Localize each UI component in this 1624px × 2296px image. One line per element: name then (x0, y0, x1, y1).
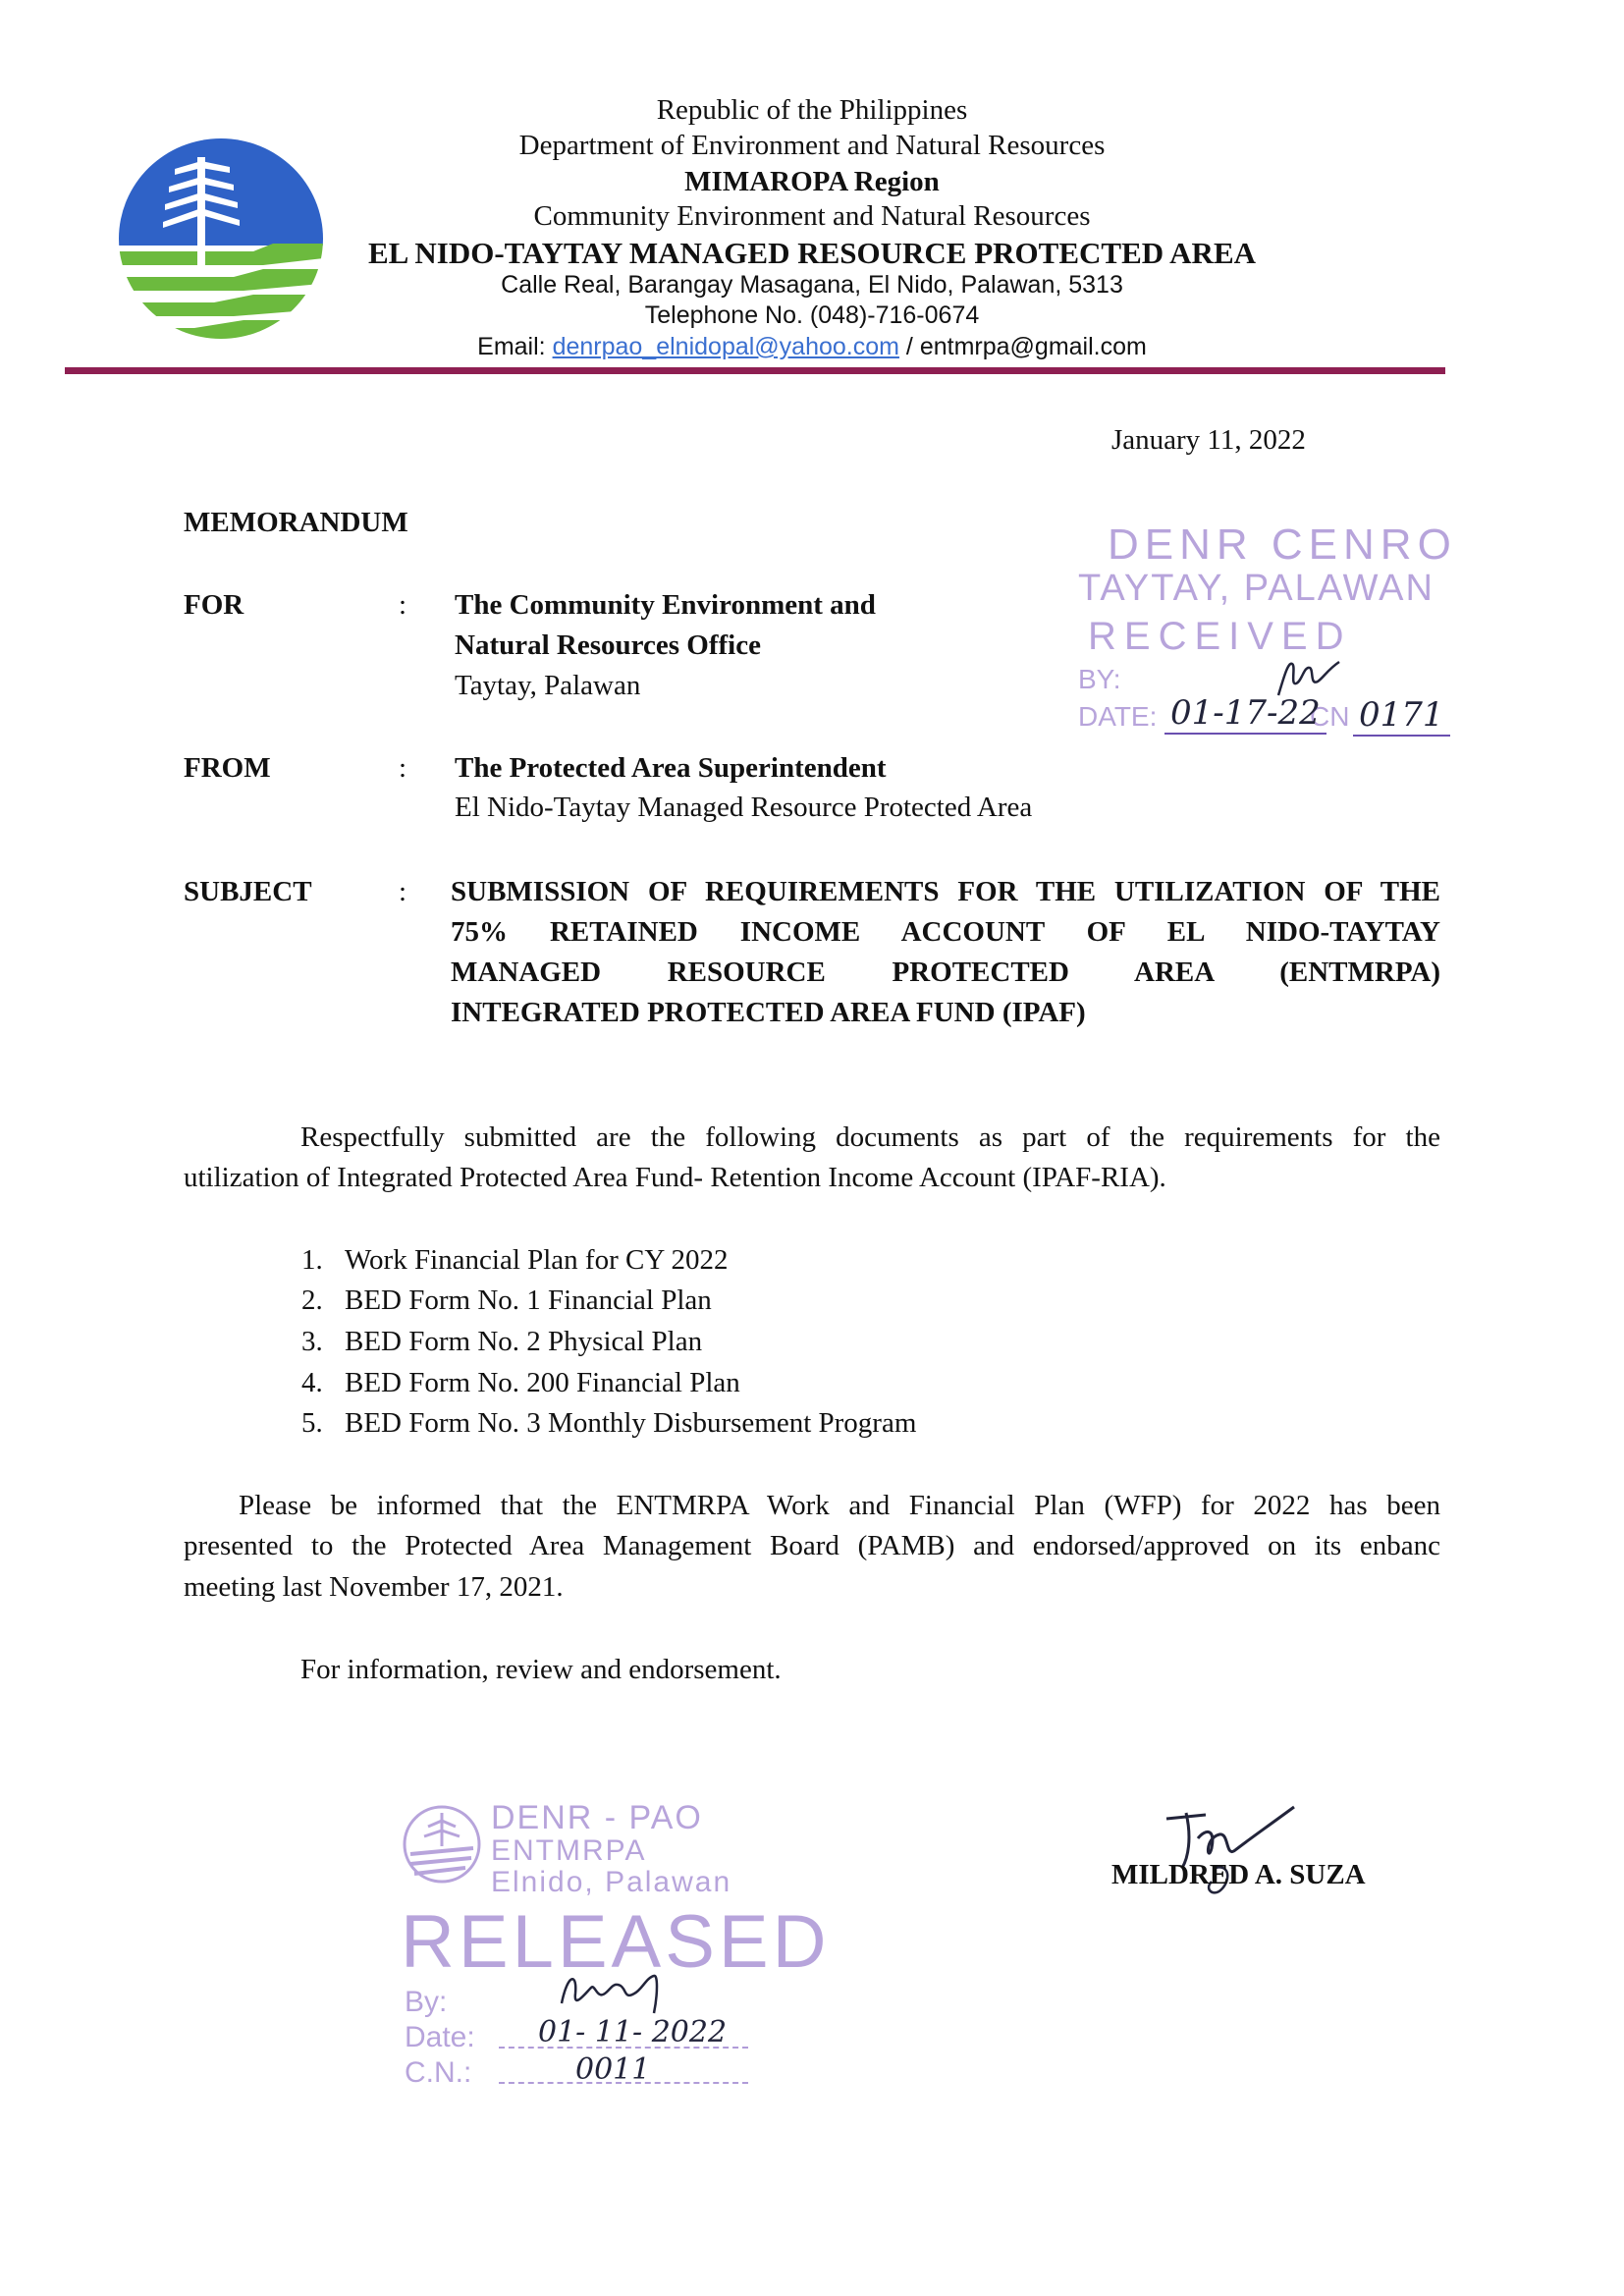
for-line1: The Community Environment and (455, 589, 876, 621)
paragraph-3: For information, review and endorsement. (300, 1654, 782, 1685)
received-cn-handwritten: 0171 (1353, 695, 1450, 737)
email-link-yahoo[interactable]: denrpao_elnidopal@yahoo.com (552, 333, 899, 360)
received-stamp-line3: RECEIVED (1088, 615, 1352, 658)
received-date-handwritten: 01-17-22 (1164, 693, 1326, 735)
released-stamp-line2: ENTMRPA (491, 1834, 647, 1867)
received-stamp-line1: DENR CENRO (1108, 520, 1457, 569)
list-item: 4. BED Form No. 200 Financial Plan (301, 1367, 740, 1398)
memo-title: MEMORANDUM (184, 507, 408, 538)
released-stamp-line3: Elnido, Palawan (491, 1866, 732, 1898)
header-region: MIMAROPA Region (684, 166, 940, 197)
header-protected-area: EL NIDO-TAYTAY MANAGED RESOURCE PROTECTED AREA (367, 236, 1257, 270)
received-stamp-cn-label: CN (1310, 701, 1350, 732)
paragraph-1-line2: utilization of Integrated Protected Area Fund- Retention Income Account (IPAF-RIA). (184, 1162, 1166, 1193)
list-item: 5. BED Form No. 3 Monthly Disbursement Program (301, 1407, 917, 1439)
received-stamp-date-label: DATE: (1078, 701, 1158, 732)
header-cenr: Community Environment and Natural Resources (533, 200, 1091, 232)
received-stamp-line2: TAYTAY, PALAWAN (1078, 568, 1435, 609)
subject-line1: SUBMISSION OF REQUIREMENTS FOR THE UTILIZATION OF THE (451, 876, 1440, 907)
subject-line3: MANAGED RESOURCE PROTECTED AREA (ENTMRPA) (451, 957, 1440, 988)
from-colon: : (399, 752, 407, 784)
email-gmail: entmrpa@gmail.com (919, 333, 1147, 360)
released-date-underline (499, 2047, 748, 2049)
for-line3: Taytay, Palawan (455, 670, 641, 701)
memo-date: January 11, 2022 (1111, 424, 1306, 456)
from-line2: El Nido-Taytay Managed Resource Protected Area (455, 792, 1033, 823)
header-telephone: Telephone No. (048)-716-0674 (644, 301, 980, 329)
list-item: 2. BED Form No. 1 Financial Plan (301, 1285, 712, 1316)
released-stamp-line1: DENR - PAO (491, 1799, 703, 1836)
paragraph-2-line2: presented to the Protected Area Management Board (PAMB) and endorsed/approved on its enbanc (184, 1530, 1440, 1561)
released-cn-handwritten: 0011 (575, 2052, 651, 2087)
header-address: Calle Real, Barangay Masagana, El Nido, Palawan, 5313 (501, 271, 1123, 299)
paragraph-2-line3: meeting last November 17, 2021. (184, 1571, 564, 1603)
from-label: FROM (184, 752, 271, 784)
from-line1: The Protected Area Superintendent (455, 752, 887, 784)
released-cn-underline (499, 2082, 748, 2084)
received-stamp-by-label: BY: (1078, 664, 1121, 694)
paragraph-2-line1: Please be informed that the ENTMRPA Work and Financial Plan (WFP) for 2022 has been (239, 1490, 1440, 1521)
for-label: FOR (184, 589, 244, 621)
subject-line2: 75% RETAINED INCOME ACCOUNT OF EL NIDO-TAYTAY (451, 916, 1440, 948)
header-republic: Republic of the Philippines (656, 94, 968, 126)
list-item: 1. Work Financial Plan for CY 2022 (301, 1244, 729, 1276)
paragraph-1-line1: Respectfully submitted are the following documents as part of the requirements for the (300, 1121, 1440, 1153)
header-divider (65, 367, 1445, 374)
email-separator: / (905, 333, 913, 360)
released-stamp-date-label: Date: (405, 2021, 475, 2053)
released-stamp-cn-label: C.N.: (405, 2056, 472, 2089)
header-department: Department of Environment and Natural Resources (518, 130, 1106, 161)
signatory-name: MILDRED A. SUZA (1111, 1859, 1366, 1890)
for-colon: : (399, 589, 407, 621)
header-email (0, 335, 1624, 359)
subject-colon: : (399, 876, 407, 907)
released-stamp-big: RELEASED (401, 1900, 831, 1984)
released-stamp-logo-icon (401, 1803, 483, 1886)
subject-label: SUBJECT (184, 876, 312, 907)
received-initials-icon (1274, 656, 1343, 701)
released-by-signature-icon (556, 1964, 674, 2019)
for-line2: Natural Resources Office (455, 629, 761, 661)
released-date-handwritten: 01- 11- 2022 (538, 2015, 728, 2050)
released-stamp-by-label: By: (405, 1986, 448, 2018)
list-item: 3. BED Form No. 2 Physical Plan (301, 1326, 703, 1357)
email-label: Email: (477, 333, 546, 360)
subject-line4: INTEGRATED PROTECTED AREA FUND (IPAF) (451, 997, 1086, 1028)
